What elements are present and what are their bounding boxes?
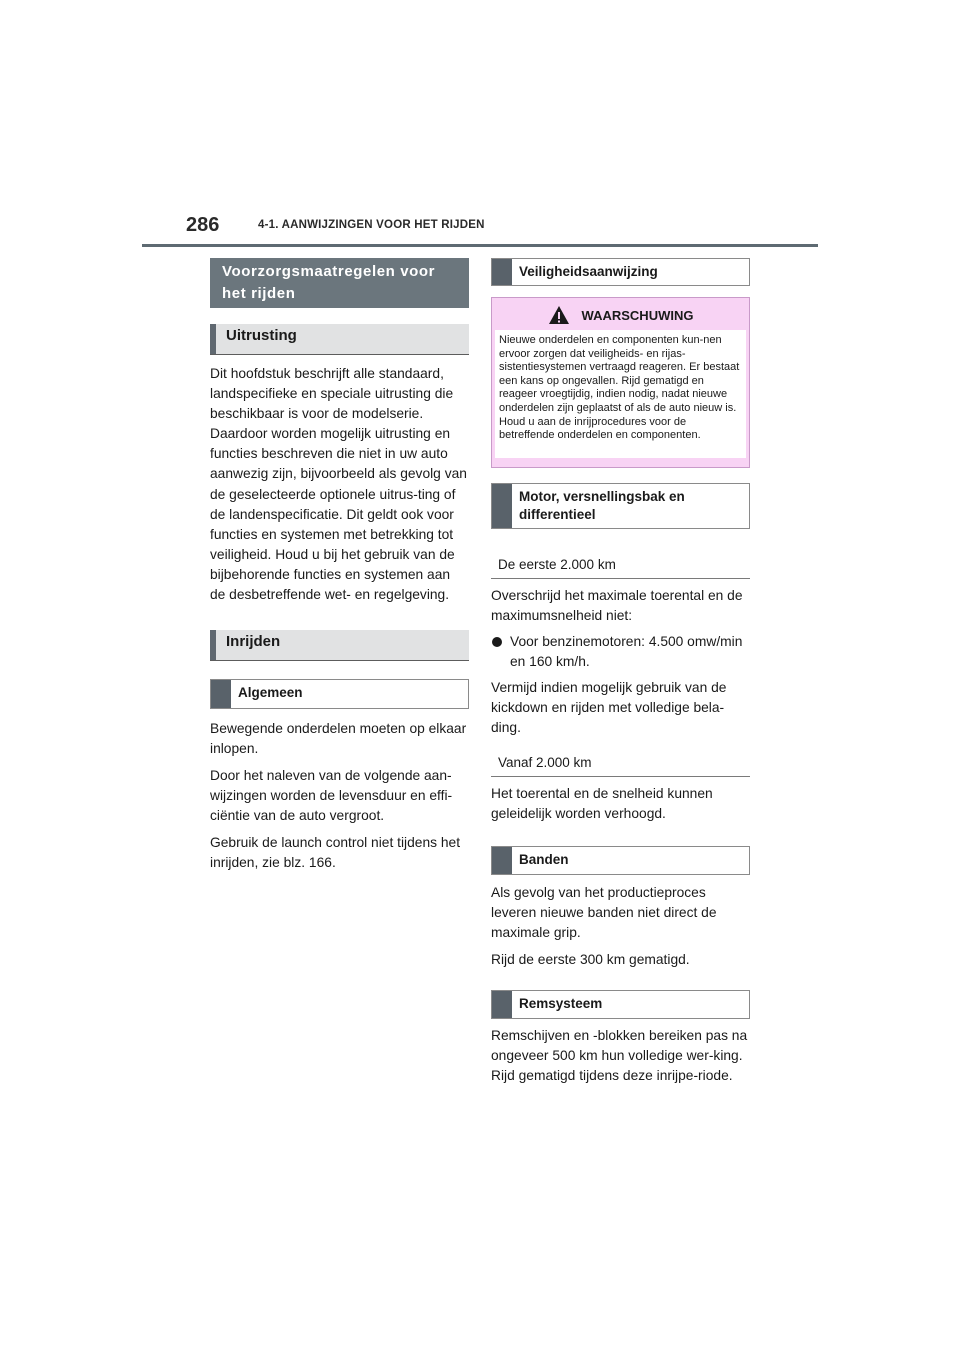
box-heading-veiligheid: Veiligheidsaanwijzing [491, 258, 750, 286]
banden-paragraph-1: Als gevolg van het productieproces leveren nieuwe banden niet direct de maximale grip. [491, 885, 717, 940]
banden-paragraph-2: Rijd de eerste 300 km gematigd. [491, 952, 690, 967]
subheading-inrijden: Inrijden [210, 630, 469, 661]
chapter-title: 4-1. AANWIJZINGEN VOOR HET RIJDEN [258, 219, 485, 231]
bullet-dot-icon [492, 637, 502, 647]
warning-label: WAARSCHUWING [581, 307, 694, 323]
rem-paragraph: Remschijven en -blokken bereiken pas na ongeveer 500 km hun volledige wer-king. Rijd gematigd tijdens deze inrijpe-riode. [491, 1028, 748, 1083]
page-number: 286 [186, 214, 220, 236]
section-title: Voorzorgsmaatregelen voor het rijden [210, 258, 469, 308]
subheading-uitrusting: Uitrusting [210, 324, 469, 355]
header-rule [142, 244, 818, 247]
warning-box [491, 297, 750, 468]
from-km-paragraph: Het toerental en de snelheid kunnen geleidelijk worden verhoogd. [491, 786, 713, 821]
box-heading-remsysteem: Remsysteem [491, 990, 750, 1019]
inrijden-paragraph-2: Door het naleven van de volgende aan-wijzingen worden de levensduur en effi-ciëntie van de auto vergroot. [210, 768, 453, 824]
box-heading-banden: Banden [491, 846, 750, 875]
left-column [210, 258, 469, 873]
first-km-bullet-text: Voor benzinemotoren: 4.500 omw/min en 160 km/h. [510, 634, 743, 669]
uitrusting-text: Dit hoofdstuk beschrijft alle standaard, landspecifieke en speciale uitrusting die beschikbaar is voor de modelserie. Daardoor worden mogelijk uitrusting en functies beschreven die niet in uw auto aanwezig zijn, bijvoorbeeld als gevolg van de geselecteerde optionele uitrus-ting of de landenspecificatie. Dit geldt ook voor functies en systemen met betrekking tot veiligheid. Houd u bij het gebruik van de bijbehorende functies en systemen aan de desbetreffende wet- en regelgeving. [210, 366, 467, 603]
box-heading-motor: Motor, versnellingsbak en differentieel [491, 483, 750, 529]
box-heading-algemeen: Algemeen [210, 679, 469, 709]
inrijden-paragraph-3: Gebruik de launch control niet tijdens het inrijden, zie blz. 166. [210, 835, 461, 871]
first-km-bullet [491, 632, 750, 672]
heading-first-km: De eerste 2.000 km [491, 542, 750, 579]
warning-triangle-icon [548, 305, 570, 325]
first-km-paragraph-1: Overschrijd het maximale toerental en de maximumsnelheid niet: [491, 588, 743, 623]
right-column [491, 258, 750, 1086]
heading-from-km: Vanaf 2.000 km [491, 740, 750, 777]
warning-header [492, 298, 749, 330]
warning-text: Nieuwe onderdelen en componenten kun-nen ervoor zorgen dat veiligheids- en rijas-sistentiesystemen vertraagd reageren. Er bestaat een kans op ongevallen. Rijd gematigd en reageer vroegtijdig, indien nodig, nadat nieuwe onderdelen zijn geplaatst of als de auto nieuw is. Houd u aan de inrijprocedures voor de betreffende onderdelen en componenten. [495, 330, 746, 458]
inrijden-paragraph-1: Bewegende onderdelen moeten op elkaar inlopen. [210, 721, 467, 757]
first-km-paragraph-2: Vermijd indien mogelijk gebruik van de kickdown en rijden met volledige bela-ding. [491, 680, 727, 735]
